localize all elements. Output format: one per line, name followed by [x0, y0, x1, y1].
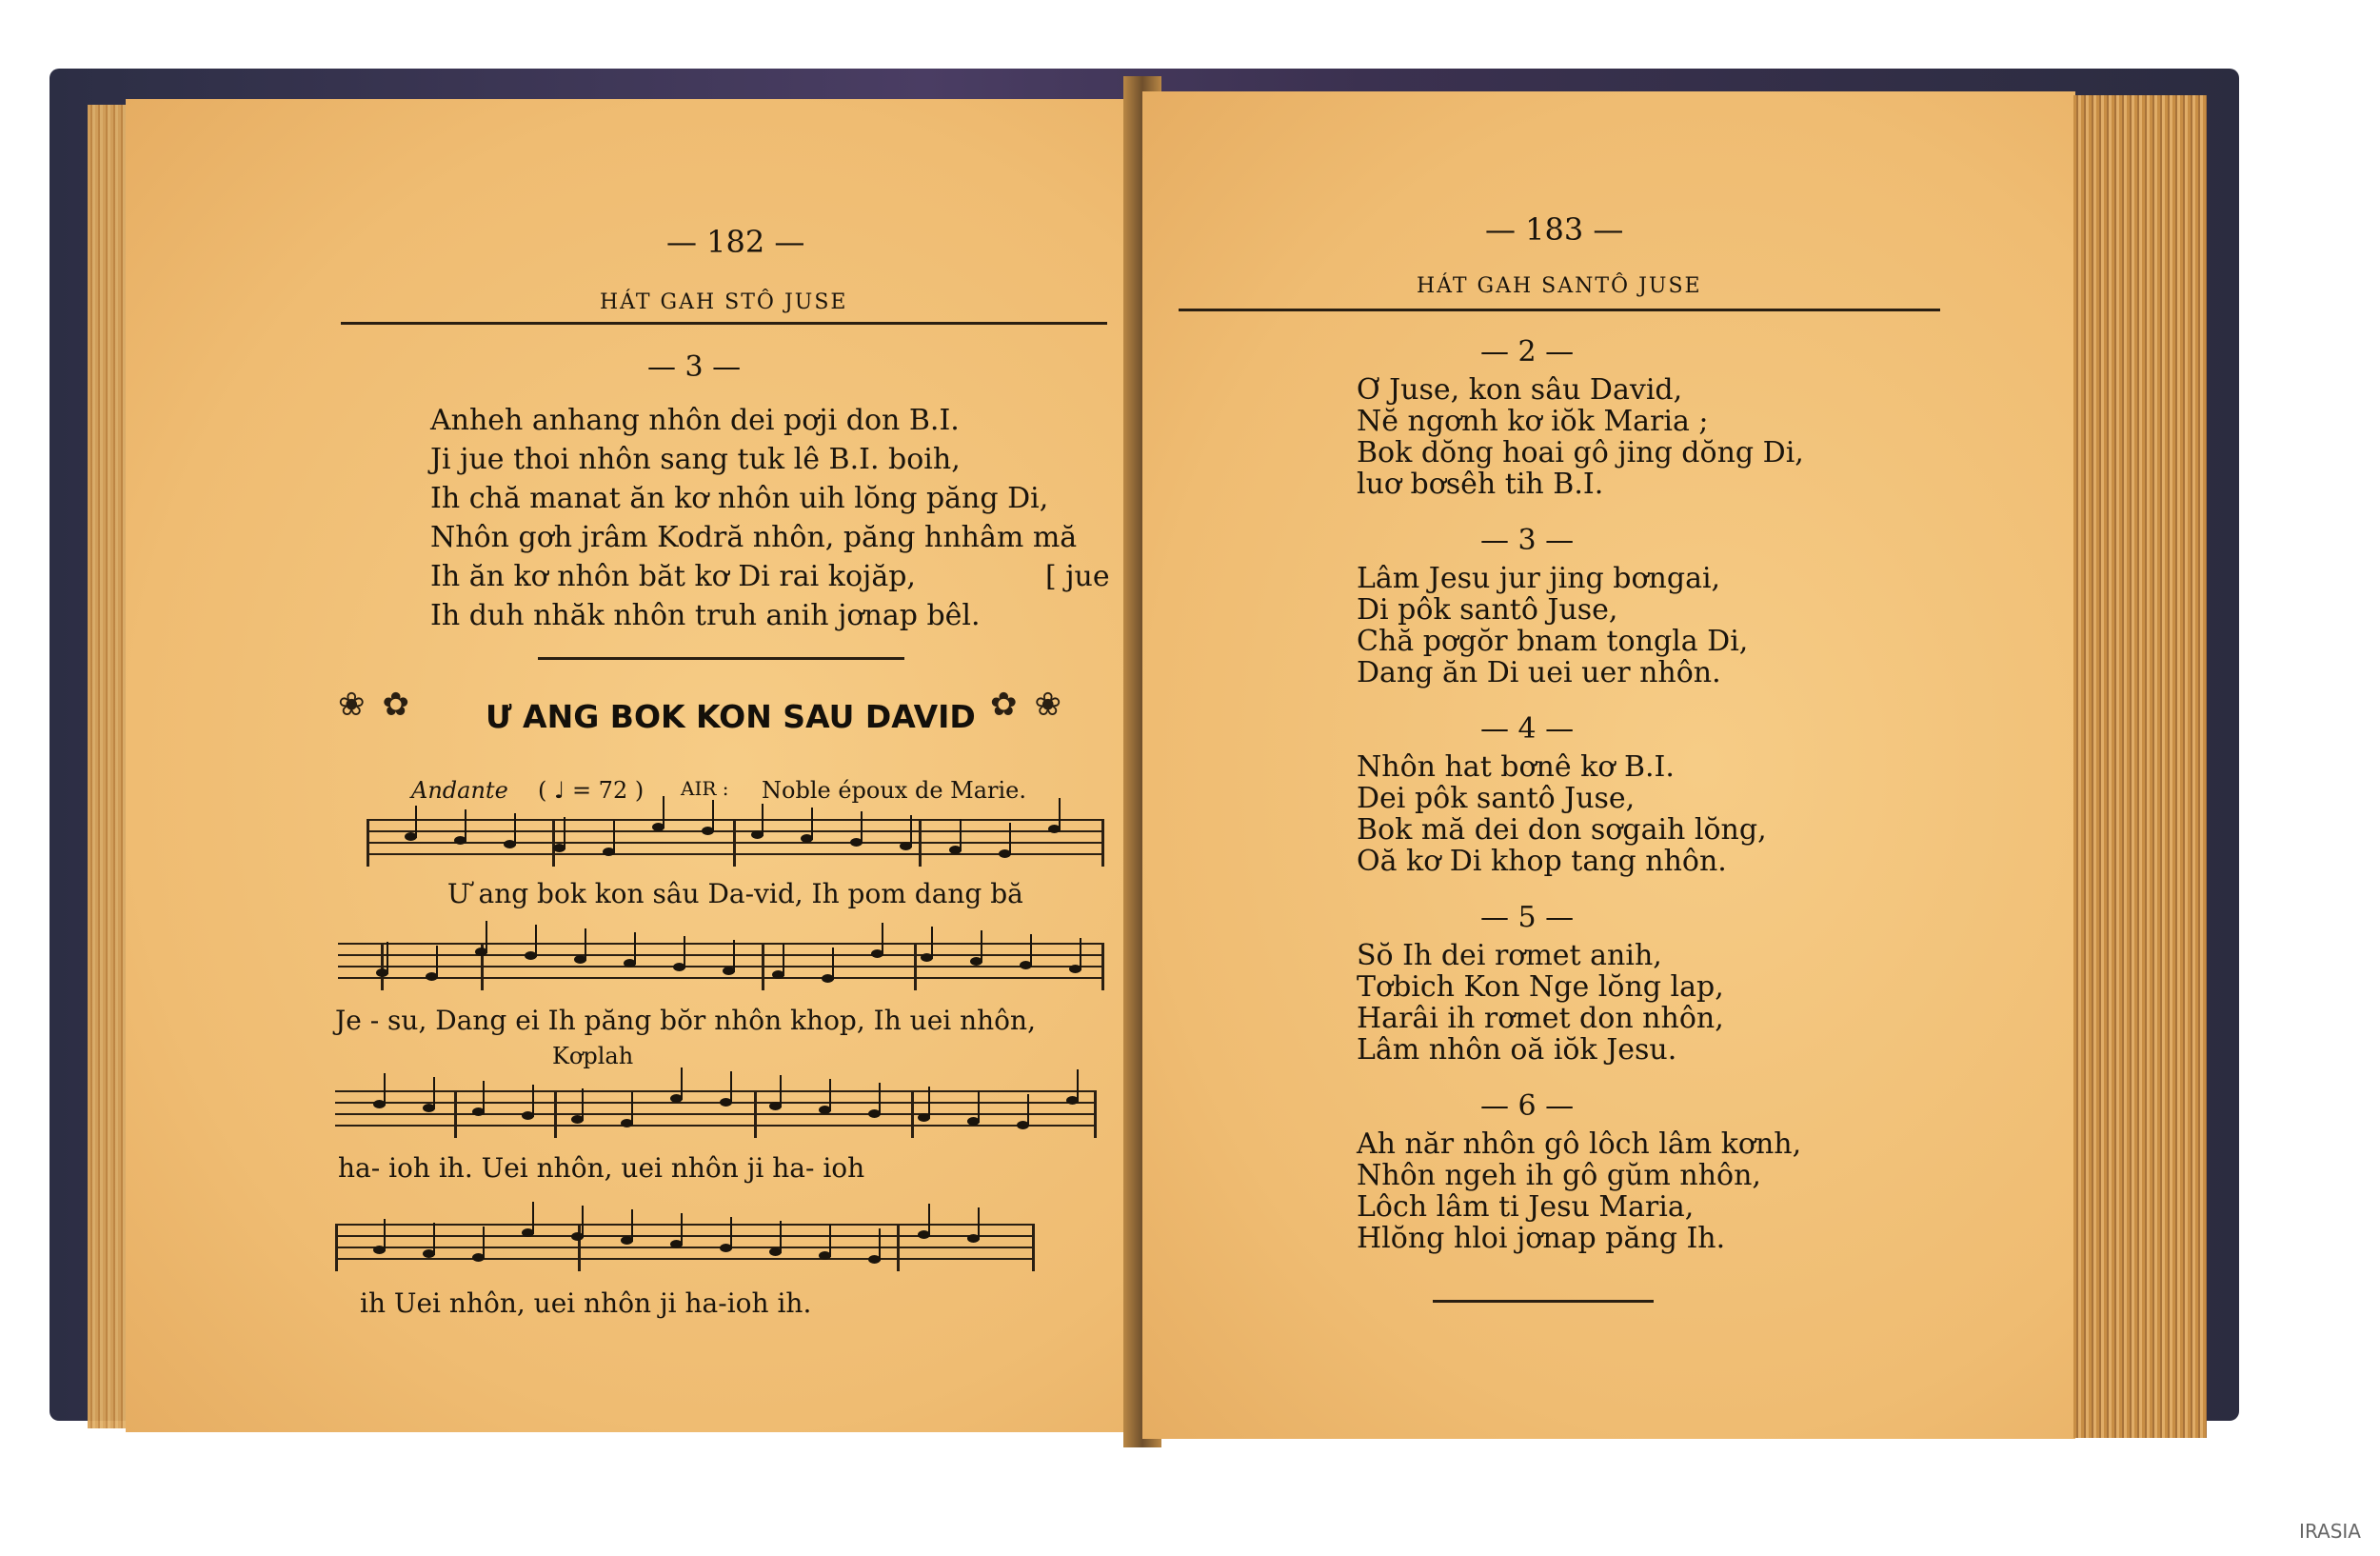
verse-line: Ah năr nhôn gô lôch lâm kơnh, — [1357, 1127, 1802, 1161]
verse-line: Dang ăn Di uei uer nhôn. — [1357, 656, 1721, 689]
note-stem — [582, 1088, 584, 1121]
note-stem — [384, 1219, 386, 1251]
music-staff-2 — [338, 943, 1104, 988]
note-stem — [631, 1092, 633, 1125]
note-stem — [684, 936, 685, 968]
note-stem — [1030, 934, 1032, 967]
note-stem — [931, 927, 933, 959]
verse-line: Lâm nhôn oă iŏk Jesu. — [1357, 1033, 1677, 1067]
running-head-right: HÁT GAH SANTÔ JUSE — [1417, 274, 1702, 298]
verse-line: Tơbich Kon Nge lŏng lap, — [1357, 970, 1724, 1004]
verse-line: Anheh anhang nhôn dei pơji don B.I. — [430, 404, 960, 437]
music-staff-1 — [367, 819, 1104, 865]
note-stem — [465, 809, 466, 842]
verse-number: — 2 — — [1480, 335, 1575, 369]
verse-number: — 5 — — [1480, 901, 1575, 934]
verse-number: — 4 — — [1480, 712, 1575, 746]
note-stem — [1077, 1069, 1079, 1102]
note-stem — [1009, 823, 1011, 855]
note-stem — [730, 1217, 732, 1249]
verse-line: Bok dŏng hoai gô jing dŏng Di, — [1357, 436, 1804, 469]
note-stem — [928, 1087, 930, 1119]
verse-line: Bok mă dei don sơgaih lŏng, — [1357, 813, 1767, 847]
note-stem — [829, 1225, 831, 1257]
verse-line: Ơ Juse, kon sâu David, — [1357, 373, 1683, 407]
lyric-line: ih Uei nhôn, uei nhôn ji ha-ioh ih. — [360, 1287, 812, 1319]
note-stem — [928, 1204, 930, 1236]
note-stem — [514, 813, 516, 846]
header-rule-left — [341, 322, 1107, 325]
verse-line: Hlŏng hloi jơnap păng Ih. — [1357, 1222, 1726, 1255]
music-staff-3 — [335, 1090, 1097, 1136]
note-stem — [910, 815, 912, 848]
right-page-edges — [2073, 95, 2207, 1438]
note-stem — [631, 1209, 633, 1242]
note-stem — [879, 1083, 881, 1115]
lyric-line: Ư ang bok kon sâu Da-vid, Ih pom dang bă — [447, 878, 1023, 909]
note-stem — [981, 930, 982, 963]
note-stem — [613, 821, 615, 853]
note-stem — [882, 923, 883, 955]
note-stem — [387, 942, 388, 974]
note-stem — [634, 932, 636, 965]
note-stem — [879, 1228, 881, 1261]
verse-line: Harâi ih rơmet don nhôn, — [1357, 1002, 1724, 1035]
note-stem — [433, 1223, 435, 1255]
verse-line: Ih duh nhăk nhôn truh anih jơnap bêl. — [430, 599, 981, 632]
lyric-line: Je - su, Dang ei Ih păng bŏr nhôn khop, Ih uei nhôn, — [335, 1005, 1036, 1036]
note-stem — [832, 948, 834, 980]
verse-line: Nĕ ngơnh kơ iŏk Maria ; — [1357, 405, 1709, 438]
note-stem — [585, 928, 586, 961]
air-label: AIR : — [681, 777, 729, 800]
note-stem — [978, 1090, 980, 1123]
verse-line: Sŏ Ih dei rơmet anih, — [1357, 939, 1662, 972]
note-stem — [681, 1067, 683, 1100]
hymn-title: Ư ANG BOK KON SAU DAVID — [486, 698, 976, 735]
music-staff-4 — [335, 1224, 1035, 1269]
flower-ornament-right: ✿ ❀ — [990, 686, 1061, 724]
note-stem — [415, 806, 417, 838]
verse-number: — 3 — — [1480, 524, 1575, 557]
note-stem — [582, 1206, 584, 1238]
verse-line: Di pôk santô Juse, — [1357, 593, 1618, 627]
verse-line: Ji jue thoi nhôn sang tuk lê B.I. boih, — [430, 443, 961, 476]
note-stem — [960, 819, 962, 851]
note-stem — [532, 1085, 534, 1117]
note-stem — [861, 811, 863, 844]
note-stem — [483, 1081, 485, 1113]
verse-number: — 6 — — [1480, 1089, 1575, 1123]
note-stem — [433, 1077, 435, 1109]
note-stem — [564, 817, 565, 849]
note-stem — [978, 1207, 980, 1240]
verse-line: Oă kơ Di khop tang nhôn. — [1357, 845, 1727, 878]
note-stem — [762, 804, 764, 836]
verse-line: Nhôn hat bơnê kơ B.I. — [1357, 750, 1675, 784]
note-stem — [780, 1075, 782, 1107]
note-stem — [733, 940, 735, 972]
verse-line: Ih ăn kơ nhôn băt kơ Di rai kojăp, — [430, 560, 916, 593]
verse-line: Lôch lâm ti Jesu Maria, — [1357, 1190, 1695, 1224]
tempo-marking: Andante — [411, 777, 508, 804]
section-label: Kơplah — [552, 1043, 634, 1069]
lyric-line: ha- ioh ih. Uei nhôn, uei nhôn ji ha- ioh — [338, 1152, 865, 1184]
air-title: Noble époux de Marie. — [762, 777, 1027, 804]
note-stem — [436, 946, 438, 978]
flower-ornament-left: ❀ ✿ — [338, 686, 409, 724]
page-number-left: — 182 — — [666, 224, 805, 260]
verse-line: Nhôn ngeh ih gô gŭm nhôn, — [1357, 1159, 1761, 1192]
note-stem — [1059, 798, 1061, 830]
verse-line: luơ bơsêh tih B.I. — [1357, 468, 1604, 501]
header-rule-right — [1179, 309, 1940, 311]
metronome-marking: ( ♩ = 72 ) — [538, 777, 645, 804]
note-stem — [384, 1073, 386, 1106]
note-stem — [1080, 938, 1081, 970]
note-stem — [663, 796, 664, 828]
note-stem — [486, 921, 487, 953]
section-divider — [538, 657, 904, 660]
verse-line: Chă pơgŏr bnam tongla Di, — [1357, 625, 1749, 658]
verse-line: Ih chă manat ăn kơ nhôn uih lŏng păng Di, — [430, 482, 1049, 515]
running-head-left: HÁT GAH STÔ JUSE — [600, 290, 848, 314]
page-number-right: — 183 — — [1485, 211, 1624, 248]
note-stem — [532, 1202, 534, 1234]
note-stem — [681, 1213, 683, 1246]
verse-line: Dei pôk santô Juse, — [1357, 782, 1636, 815]
verse-continuation: [ jue — [1045, 560, 1110, 593]
note-stem — [811, 808, 813, 840]
note-stem — [1027, 1094, 1029, 1127]
verse-number: — 3 — — [647, 350, 742, 384]
closing-ornament-rule — [1433, 1300, 1654, 1303]
verse-line: Nhôn gơh jrâm Kodră nhôn, păng hnhâm mă — [430, 521, 1078, 554]
note-stem — [712, 800, 714, 832]
note-stem — [783, 944, 784, 976]
note-stem — [780, 1221, 782, 1253]
note-stem — [483, 1227, 485, 1259]
note-stem — [730, 1071, 732, 1104]
watermark: IRASIA — [2299, 1520, 2361, 1543]
verse-line: Lâm Jesu jur jing bơngai, — [1357, 562, 1721, 595]
note-stem — [829, 1079, 831, 1111]
note-stem — [535, 925, 537, 957]
